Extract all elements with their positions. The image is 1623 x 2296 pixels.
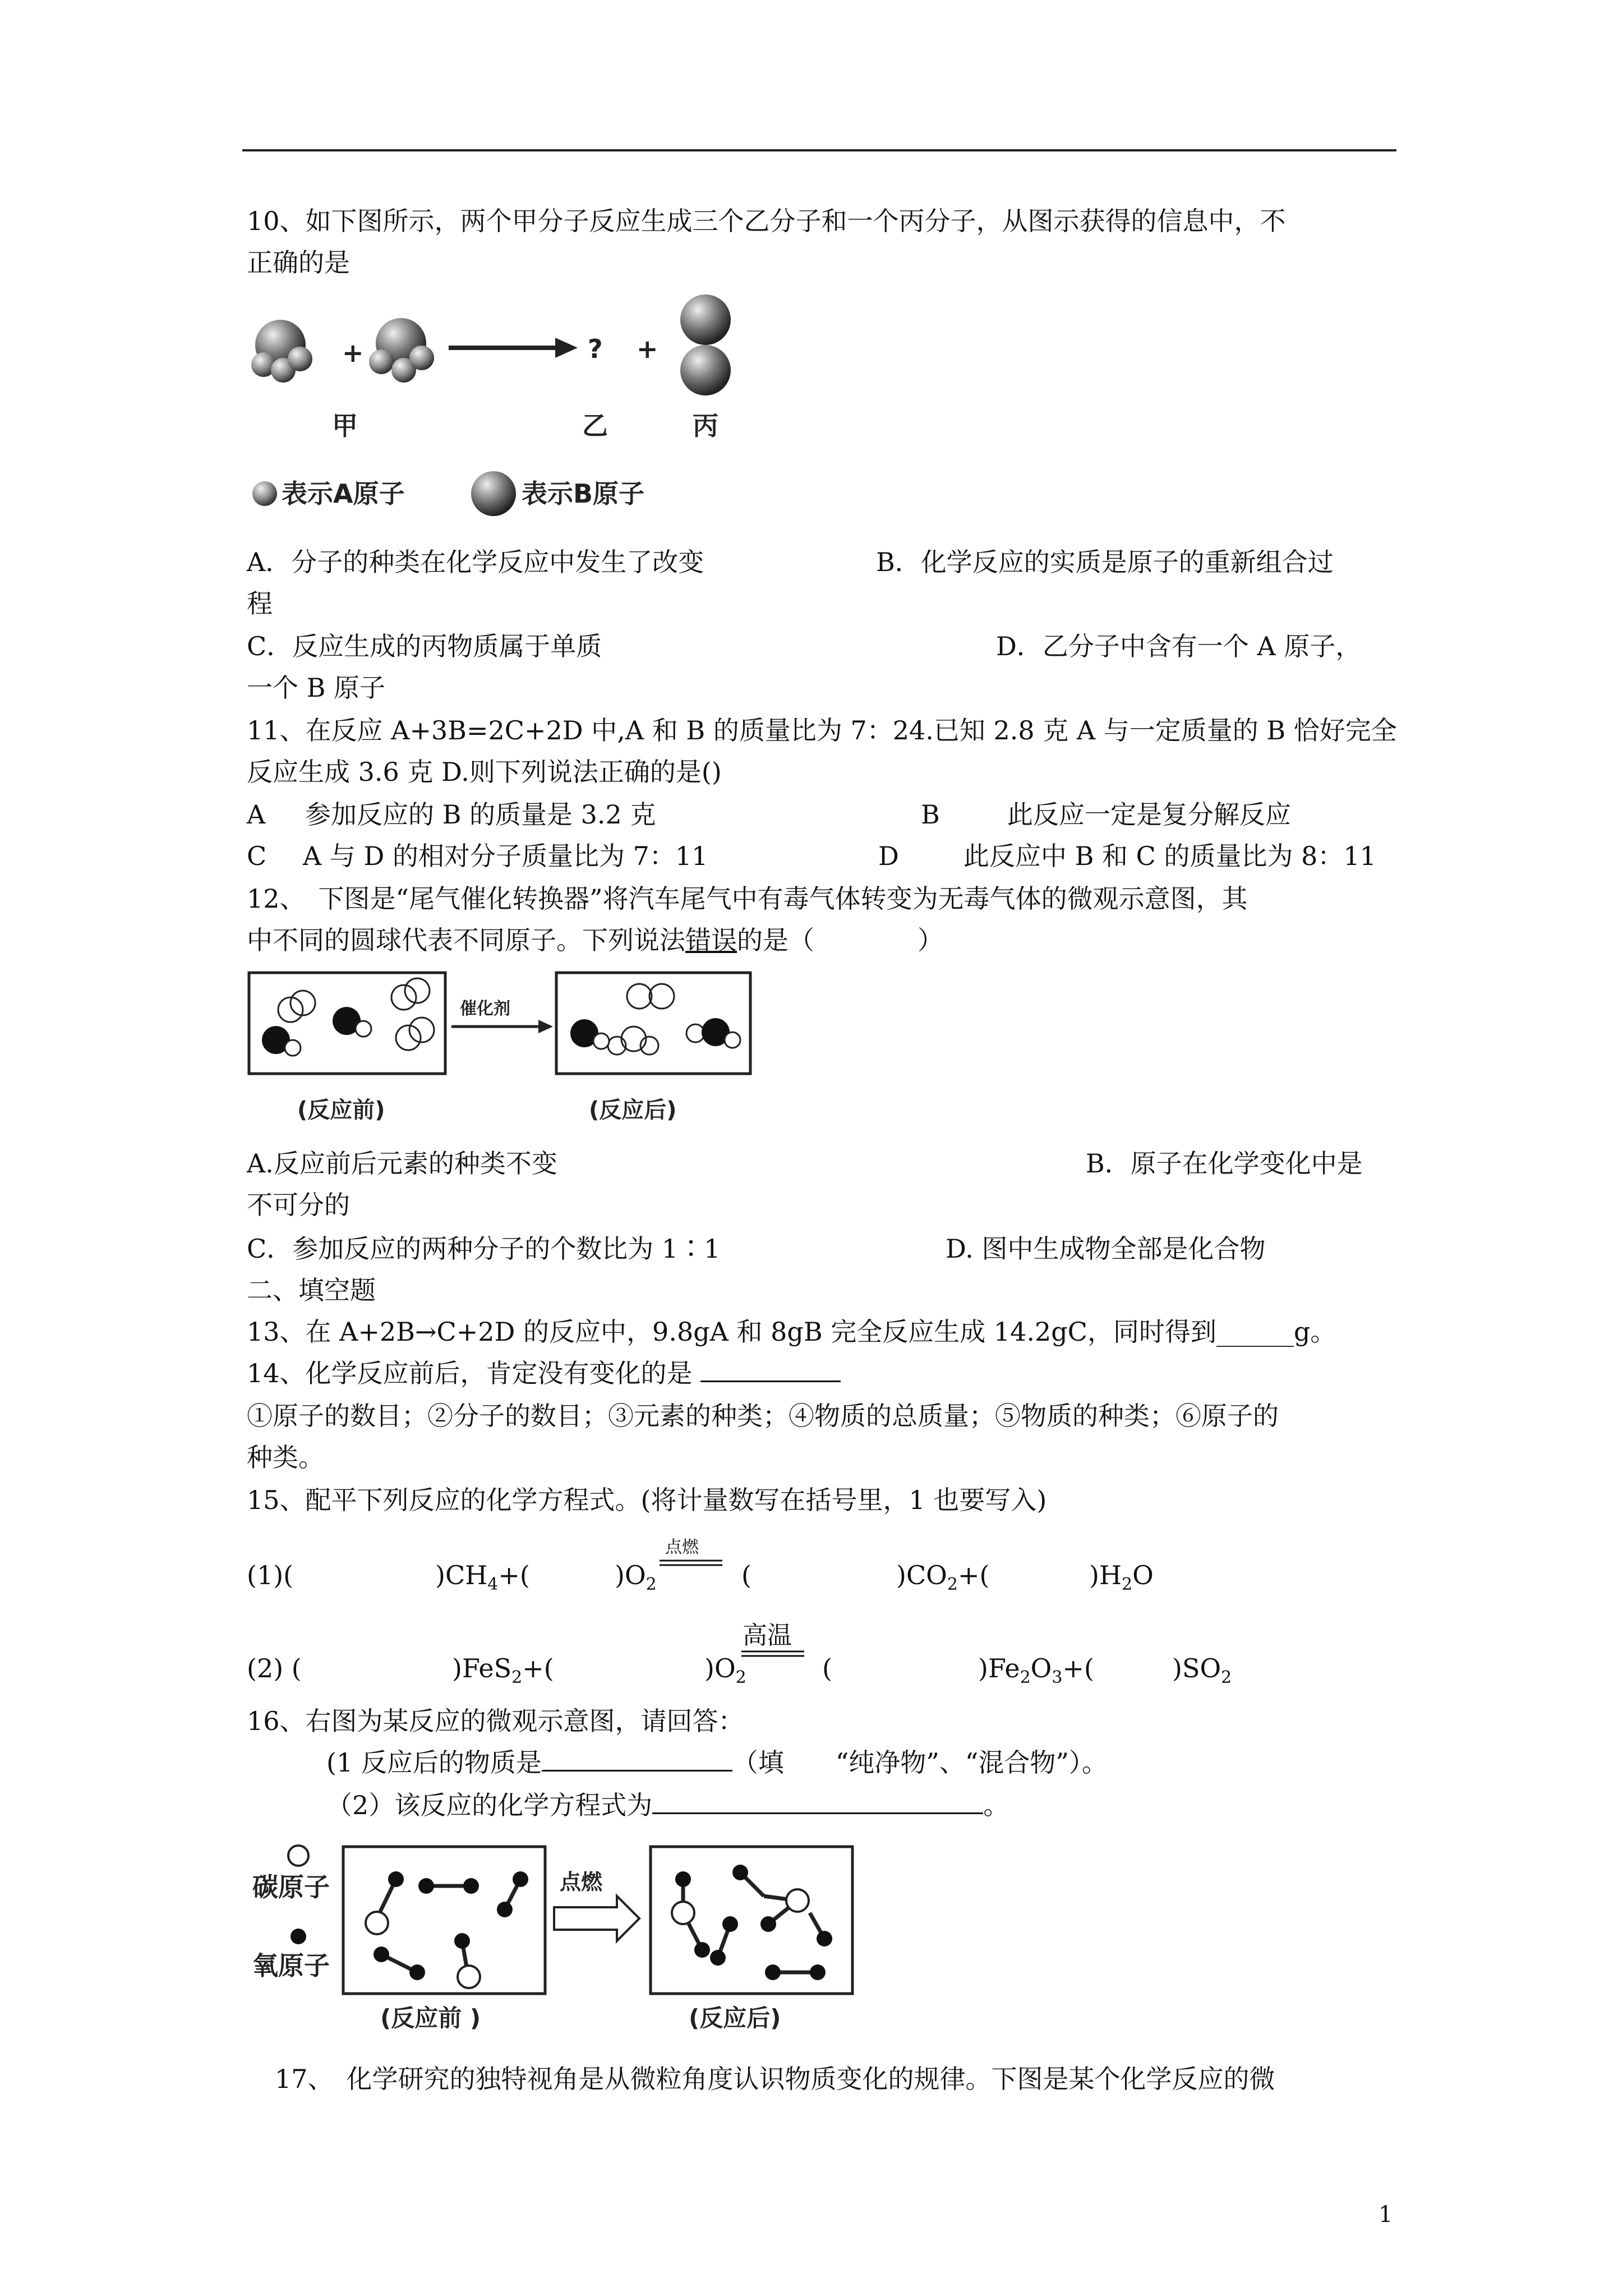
q12-label-before: (反应前) xyxy=(297,1097,385,1123)
legend-atom-a-icon xyxy=(252,481,277,506)
q10-stem-line2: 正确的是 xyxy=(247,247,350,278)
legend-carbon: 碳原子 xyxy=(252,1872,330,1902)
q12-option-a: A.反应前后元素的种类不变 xyxy=(247,1148,557,1179)
q10-option-a: A．分子的种类在化学反应中发生了改变 xyxy=(247,547,704,577)
ignite-arrow xyxy=(554,1896,639,1941)
q15-eq1-h2o: )$H_2O$ xyxy=(1089,1560,1154,1595)
q15-eq2-fes2: )FeS$_2$+( xyxy=(452,1653,554,1688)
q17-stem: 17、 化学研究的独特视角是从微粒角度认识物质变化的规律。下图是某个化学反应的微 xyxy=(275,2064,1275,2094)
legend-atom-a: 表示A原子 xyxy=(282,478,405,509)
q14-answer-blank[interactable] xyxy=(700,1358,841,1382)
legend-atom-b: 表示B原子 xyxy=(522,478,645,509)
q12-label-after: (反应后) xyxy=(589,1097,677,1123)
catalyst-arrow xyxy=(451,1020,553,1033)
label-jia: 甲 xyxy=(332,411,358,441)
legend-oxygen: 氧原子 xyxy=(252,1950,330,1981)
q11-stem-line2: 反应生成 3.6 克 D.则下列说法正确的是() xyxy=(247,757,722,787)
label-bing: 丙 xyxy=(693,411,718,441)
q16-label-before: (反应前 ) xyxy=(380,2004,481,2032)
q10-plus-1: + xyxy=(342,338,364,368)
q11-stem-line1: 11、在反应 A+3B=2C+2D 中,A 和 B 的质量比为 7：24.已知 2.8 克 A 与一定质量的 B 恰好完全 xyxy=(247,715,1397,746)
q16-sub1: (1 反应后的物质是 （填 “纯净物”、“混合物”）。 xyxy=(326,1747,1108,1778)
q10-plus-2: + xyxy=(637,334,658,364)
molecule-bing xyxy=(680,295,731,395)
section-fill-in-heading: 二、填空题 xyxy=(247,1275,376,1305)
q10-option-b-cont: 程 xyxy=(247,588,273,619)
q16-sub1-blank[interactable] xyxy=(542,1747,732,1772)
q10-option-d-cont: 一个 B 原子 xyxy=(247,673,386,703)
right-arrow-icon: → xyxy=(415,1317,437,1347)
q10-figure xyxy=(241,292,746,533)
q11-option-c-letter: C xyxy=(247,841,267,871)
q12-stem-line1: 12、 下图是“尾气催化转换器”将汽车尾气中有毒气体转变为无毒气体的微观示意图，其 xyxy=(247,884,1248,914)
q12-figure xyxy=(247,970,751,1125)
q12-emphasis-wrong: 错误 xyxy=(685,925,737,955)
q15-eq2-o2: )$O_2$ xyxy=(704,1653,746,1688)
q12-option-b: B．原子在化学变化中是 xyxy=(1086,1148,1363,1179)
q11-option-a: 参加反应的 B 的质量是 3.2 克 xyxy=(305,799,656,830)
q10-option-d: D．乙分子中含有一个 A 原子， xyxy=(996,631,1362,661)
molecule-jia-2 xyxy=(369,318,434,383)
q15-eq1-o2: )$O_2$ xyxy=(615,1560,657,1595)
q14-items-line2: 种类。 xyxy=(247,1442,324,1473)
svg-text:点燃: 点燃 xyxy=(665,1538,699,1557)
q15-eq1-open: ( xyxy=(741,1560,751,1590)
q11-option-d: 此反应中 B 和 C 的质量比为 8：11 xyxy=(963,841,1376,871)
q13-stem: 13、在 A+2B→C+2D 的反应中，9.8gA 和 8gB 完全反应生成 14.2gC，同时得到______g。 xyxy=(247,1317,1336,1347)
header-rule xyxy=(242,149,1396,151)
q15-eq2-num: (2) ( xyxy=(247,1653,302,1683)
q16-label-after: (反应后) xyxy=(689,2004,781,2032)
q16-stem: 16、右图为某反应的微观示意图，请回答： xyxy=(247,1706,744,1736)
page-number: 1 xyxy=(1378,2202,1393,2228)
q15-stem: 15、配平下列反应的化学方程式。(将计量数写在括号里，1 也要写入) xyxy=(247,1485,1047,1515)
legend-atom-b-icon xyxy=(471,471,516,516)
q16-figure xyxy=(247,1840,875,2031)
ignite-label: 点燃 xyxy=(560,1870,603,1894)
q10-option-b: B．化学反应的实质是原子的重新组合过 xyxy=(876,547,1334,577)
q14-items-line1: ①原子的数目；②分子的数目；③元素的种类；④物质的总质量；⑤物质的种类；⑥原子的 xyxy=(247,1401,1279,1431)
q15-eq2-so2: )$SO_2$ xyxy=(1172,1653,1232,1688)
q16-sub2-blank[interactable] xyxy=(652,1790,983,1814)
q12-stem-line2: 中不同的圆球代表不同原子。下列说法错误的是（ ） xyxy=(247,925,943,955)
q11-option-b: 此反应一定是复分解反应 xyxy=(1007,799,1291,830)
catalyst-label: 催化剂 xyxy=(460,999,510,1019)
q15-eq2-open: ( xyxy=(822,1653,832,1683)
q12-option-b-cont: 不可分的 xyxy=(247,1190,350,1220)
q15-eq2-condition xyxy=(739,1620,806,1665)
molecule-jia-1 xyxy=(251,320,312,383)
q10-question-mark: ? xyxy=(588,334,603,364)
q14-stem: 14、化学反应前后，肯定没有变化的是 xyxy=(247,1358,841,1389)
q11-option-b-letter: B xyxy=(921,799,940,830)
q15-eq1-co2: )$CO_2+$( xyxy=(896,1560,990,1595)
q15-eq1-num: (1)( xyxy=(247,1560,294,1590)
q15-eq1-ch4: )$CH_4+$( xyxy=(435,1560,530,1595)
q12-option-d: D. 图中生成物全部是化合物 xyxy=(946,1234,1266,1264)
q15-eq1-condition xyxy=(657,1536,725,1575)
q10-stem-line1: 10、如下图所示，两个甲分子反应生成三个乙分子和一个丙分子，从图示获得的信息中，不 xyxy=(247,206,1286,236)
label-yi: 乙 xyxy=(582,411,608,441)
q11-option-c: A 与 D 的相对分子质量比为 7：11 xyxy=(303,841,708,871)
q12-option-c: C．参加反应的两种分子的个数比为 1∶1 xyxy=(247,1234,721,1264)
q15-eq2-fe2o3: )$Fe_2O_3+$( xyxy=(978,1653,1094,1688)
svg-text:高温: 高温 xyxy=(743,1621,792,1650)
reaction-arrow xyxy=(449,338,578,358)
legend-carbon-icon xyxy=(288,1846,308,1866)
q11-option-a-letter: A xyxy=(247,799,266,830)
legend-oxygen-icon xyxy=(291,1929,306,1944)
q11-option-d-letter: D xyxy=(878,841,899,871)
q16-sub2: （2）该反应的化学方程式为 。 xyxy=(326,1790,1009,1820)
q10-option-c: C．反应生成的丙物质属于单质 xyxy=(247,631,602,661)
